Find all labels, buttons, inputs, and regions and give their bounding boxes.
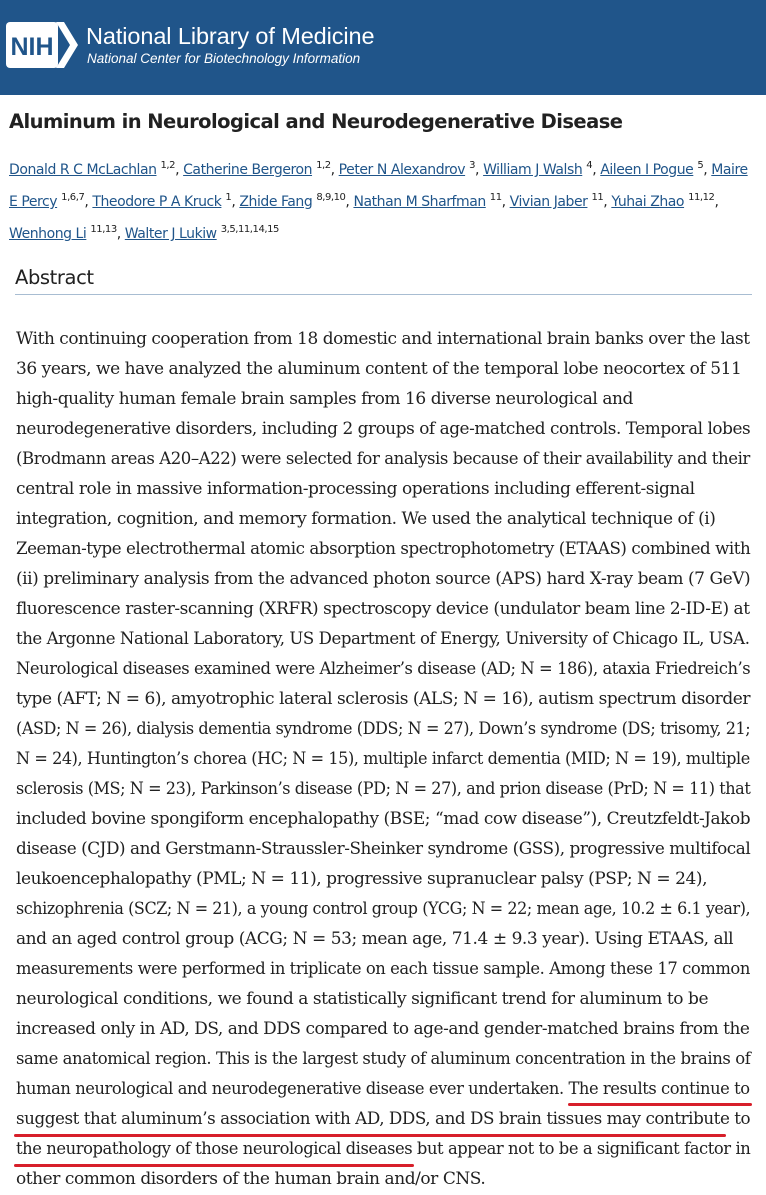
author-link[interactable]: E Percy (9, 194, 58, 210)
author-item: Peter N Alexandrov $^3$, (338, 160, 480, 178)
author-link[interactable]: Vivian Jaber (509, 194, 588, 210)
abstract-line: With continuing cooperation from 18 domestic and international brain banks over the last (16, 329, 750, 349)
abstract-line: the neuropathology of those neurological diseases but appear not to be a significant factor in (16, 1139, 751, 1159)
highlight-underline (14, 1164, 414, 1167)
author-item: Vivian Jaber $^{11}$, (509, 192, 608, 210)
author-item (125, 226, 279, 242)
nlm-header-banner (0, 0, 766, 95)
author-affiliation: 1,2 (316, 160, 331, 171)
abstract-line: central role in massive information-processing operations including efferent-signal (16, 479, 695, 499)
author-link[interactable]: Donald R C McLachlan (9, 162, 157, 178)
author-link[interactable]: Aileen I Pogue (600, 162, 694, 178)
abstract-line: type (AFT; N = 6), amyotrophic lateral sclerosis (ALS; N = 16), autism spectrum disorder (16, 689, 751, 709)
abstract-line: measurements were performed in triplicate on each tissue sample. Among these 17 common (16, 959, 750, 979)
abstract-line: increased only in AD, DS, and DDS compared to age-and gender-matched brains from the (16, 1019, 750, 1039)
abstract-line: and an aged control group (ACG; N = 53; mean age, 71.4 ± 9.3 year). Using ETAAS, all (16, 929, 734, 949)
author-item: Theodore P A Kruck $^1$, (92, 192, 236, 210)
author-affiliation: 3,5,11,14,15 (220, 224, 279, 235)
author-affiliation: 11 (591, 192, 604, 203)
author-link[interactable]: Maire (711, 162, 748, 178)
author-link[interactable]: William J Walsh (483, 162, 583, 178)
abstract-line: human neurological and neurodegenerative disease ever undertaken. The results continue to (16, 1079, 750, 1099)
abstract-line: Zeeman-type electrothermal atomic absorption spectrophotometry (ETAAS) combined with (16, 539, 751, 559)
author-link[interactable]: Theodore P A Kruck (92, 194, 222, 210)
abstract-line: (ASD; N = 26), dialysis dementia syndrome (DDS; N = 27), Down’s syndrome (DS; trisomy, 21; (16, 719, 751, 739)
abstract-line: 36 years, we have analyzed the aluminum content of the temporal lobe neocortex of 511 (16, 359, 742, 379)
author-affiliation: 8,9,10 (316, 192, 346, 203)
author-item: Catherine Bergeron $^{1,2}$, (183, 160, 335, 178)
author-link[interactable]: Nathan M Sharfman (353, 194, 486, 210)
abstract-line: other common disorders of the human brain and/or CNS. (16, 1169, 486, 1189)
author-link[interactable]: Walter J Lukiw (124, 226, 217, 242)
nih-logo-text: NIH (10, 33, 54, 61)
highlight-underline (14, 1134, 726, 1137)
abstract-divider (15, 294, 752, 295)
author-item: Wenhong Li $^{11,13}$, (9, 224, 121, 242)
author-link[interactable]: Peter N Alexandrov (338, 162, 466, 178)
author-item: William J Walsh $^4$, (483, 160, 597, 178)
author-item: Aileen I Pogue $^5$, (600, 160, 708, 178)
author-link[interactable]: Zhide Fang (239, 194, 313, 210)
author-affiliation: 11,13 (90, 224, 117, 235)
abstract-line: included bovine spongiform encephalopathy (BSE; “mad cow disease”), Creutzfeldt-Jakob (16, 809, 751, 829)
author-list (9, 155, 759, 251)
brand-subtitle: National Center for Biotechnology Information (87, 51, 361, 66)
author-link[interactable]: Yuhai Zhao (611, 194, 685, 210)
author-link[interactable]: Wenhong Li (9, 226, 87, 242)
abstract-line: same anatomical region. This is the largest study of aluminum concentration in the brains of (16, 1049, 751, 1069)
article-title: Aluminum in Neurological and Neurodegenerative Disease (9, 110, 623, 133)
abstract-line: the Argonne National Laboratory, US Department of Energy, University of Chicago IL, USA. (16, 629, 750, 649)
author-item: Zhide Fang $^{8,9,10}$, (239, 192, 350, 210)
author-affiliation: 4 (586, 160, 593, 171)
abstract-line: (ii) preliminary analysis from the advanced photon source (APS) hard X-ray beam (7 GeV) (16, 569, 751, 589)
author-item: Yuhai Zhao $^{11,12}$, (611, 192, 719, 210)
abstract-line: suggest that aluminum’s association with AD, DDS, and DS brain tissues may contribute to (16, 1109, 751, 1129)
brand-title[interactable]: National Library of Medicine (86, 23, 375, 49)
author-affiliation: 1,6,7 (61, 192, 85, 203)
abstract-line: schizophrenia (SCZ; N = 21), a young control group (YCG; N = 22; mean age, 10.2 ± 6.1 year), (16, 899, 751, 919)
author-affiliation: 11,12 (688, 192, 715, 203)
abstract-line: neurological conditions, we found a statistically significant trend for aluminum to be (16, 989, 709, 1009)
abstract-line: integration, cognition, and memory formation. We used the analytical technique of (i) (16, 509, 716, 529)
abstract-line: disease (CJD) and Gerstmann-Straussler-Sheinker syndrome (GSS), progressive multifocal (16, 839, 751, 859)
highlight-underline (568, 1103, 752, 1106)
author-affiliation: 1 (225, 192, 232, 203)
author-item: Donald R C McLachlan $^{1,2}$, (9, 160, 180, 178)
author-item: Maire E Percy $^{1,6,7}$, (9, 162, 748, 210)
nih-logo[interactable] (6, 22, 78, 68)
author-affiliation: 3 (469, 160, 476, 171)
author-affiliation: 1,2 (160, 160, 176, 171)
author-item: Nathan M Sharfman $^{11}$, (353, 192, 506, 210)
abstract-line: fluorescence raster-scanning (XRFR) spectroscopy device (undulator beam line 2-ID-E) at (16, 599, 750, 619)
abstract-line: N = 24), Huntington’s chorea (HC; N = 15), multiple infarct dementia (MID; N = 19), multiple (16, 749, 750, 769)
abstract-line: Neurological diseases examined were Alzheimer’s disease (AD; N = 186), ataxia Friedreich’s (16, 659, 751, 679)
abstract-heading: Abstract (15, 266, 94, 289)
author-link[interactable]: Catherine Bergeron (183, 162, 313, 178)
abstract-line: sclerosis (MS; N = 23), Parkinson’s disease (PD; N = 27), and prion disease (PrD; N = 11) that (16, 779, 751, 799)
author-affiliation: 11 (489, 192, 502, 203)
abstract-line: neurodegenerative disorders, including 2 groups of age-matched controls. Temporal lobes (16, 419, 751, 439)
author-affiliation: 5 (697, 160, 704, 171)
abstract-line: (Brodmann areas A20–A22) were selected for analysis because of their availability and their (16, 449, 750, 469)
abstract-line: leukoencephalopathy (PML; N = 11), progressive supranuclear palsy (PSP; N = 24), (16, 869, 708, 889)
abstract-line: high-quality human female brain samples from 16 diverse neurological and (16, 389, 633, 409)
